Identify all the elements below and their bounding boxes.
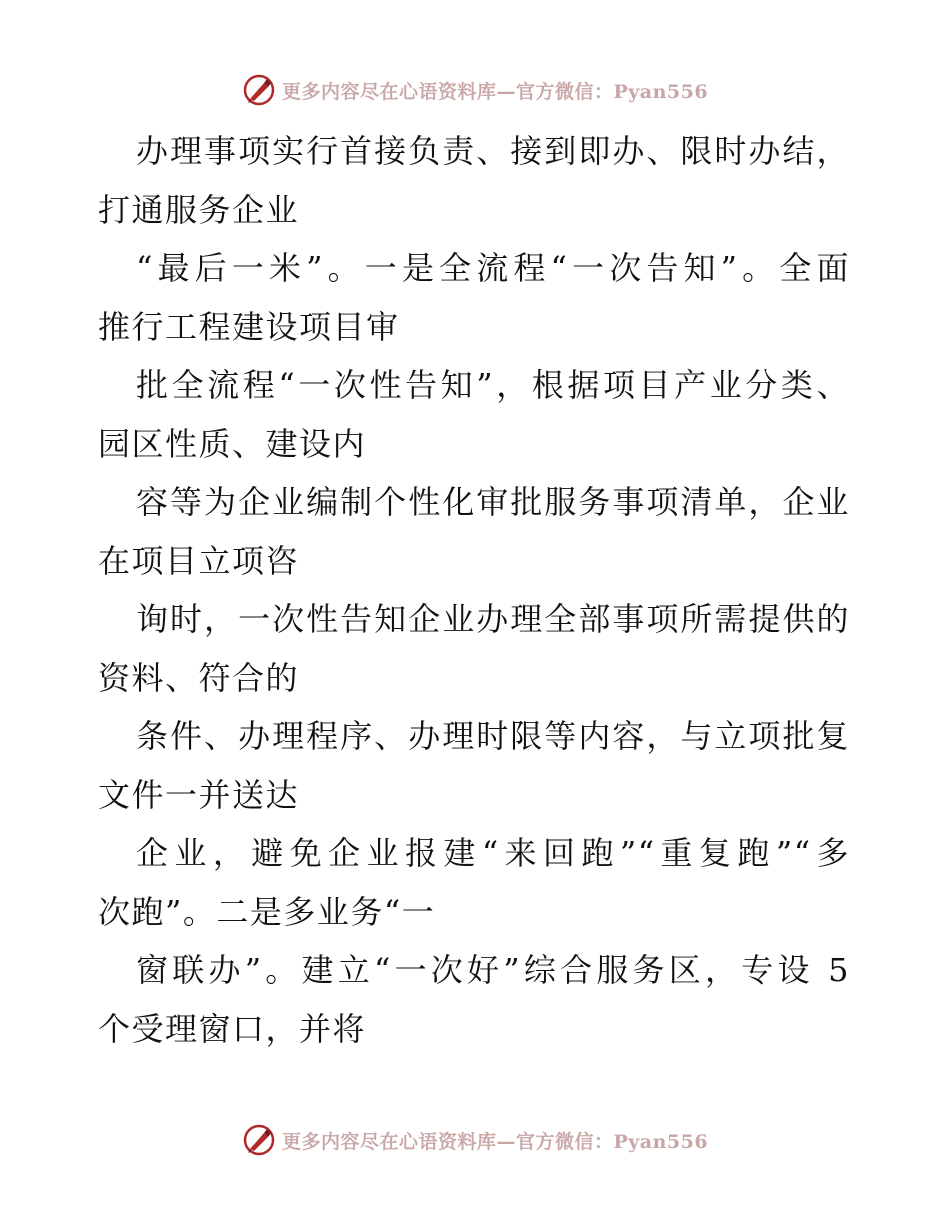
paragraph-line: 园区性质、建设内: [98, 424, 367, 463]
paragraph-line: 窗联办”。建立“一次好”综合服务区，专设 5: [136, 951, 850, 989]
pen-logo-icon: [242, 73, 276, 107]
paragraph-line: 个受理窗口，并将: [98, 1009, 367, 1048]
watermark-text: 更多内容尽在心语资料库—官方微信：Pyan556: [281, 1130, 709, 1153]
paragraph-line: 询时，一次性告知企业办理全部事项所需提供的: [136, 600, 850, 638]
paragraph-line: 文件一并送达: [98, 775, 300, 814]
paragraph-line: 次跑”。二是多业务“一: [98, 892, 436, 931]
watermark-text: 更多内容尽在心语资料库—官方微信：Pyan556: [281, 80, 709, 103]
paragraph-line: 批全流程“一次性告知”，根据项目产业分类、: [136, 366, 850, 404]
pen-logo-icon: [242, 1123, 276, 1157]
paragraph-line: 企业，避免企业报建“来回跑”“重复跑”“多: [136, 834, 850, 872]
header-watermark: [0, 72, 950, 108]
paragraph-line: 打通服务企业: [98, 190, 300, 229]
paragraph-line: 推行工程建设项目审: [98, 307, 400, 346]
paragraph-line: 办理事项实行首接负责、接到即办、限时办结，: [136, 132, 850, 170]
footer-watermark: [0, 1122, 950, 1158]
paragraph-line: 在项目立项咨: [98, 541, 300, 580]
paragraph-line: “最后一米”。一是全流程“一次告知”。全面: [136, 249, 850, 287]
document-body: [98, 122, 850, 1058]
paragraph-line: 条件、办理程序、办理时限等内容，与立项批复: [136, 717, 850, 755]
paragraph-line: 资料、符合的: [98, 658, 300, 697]
paragraph-line: 容等为企业编制个性化审批服务事项清单，企业: [136, 483, 850, 521]
